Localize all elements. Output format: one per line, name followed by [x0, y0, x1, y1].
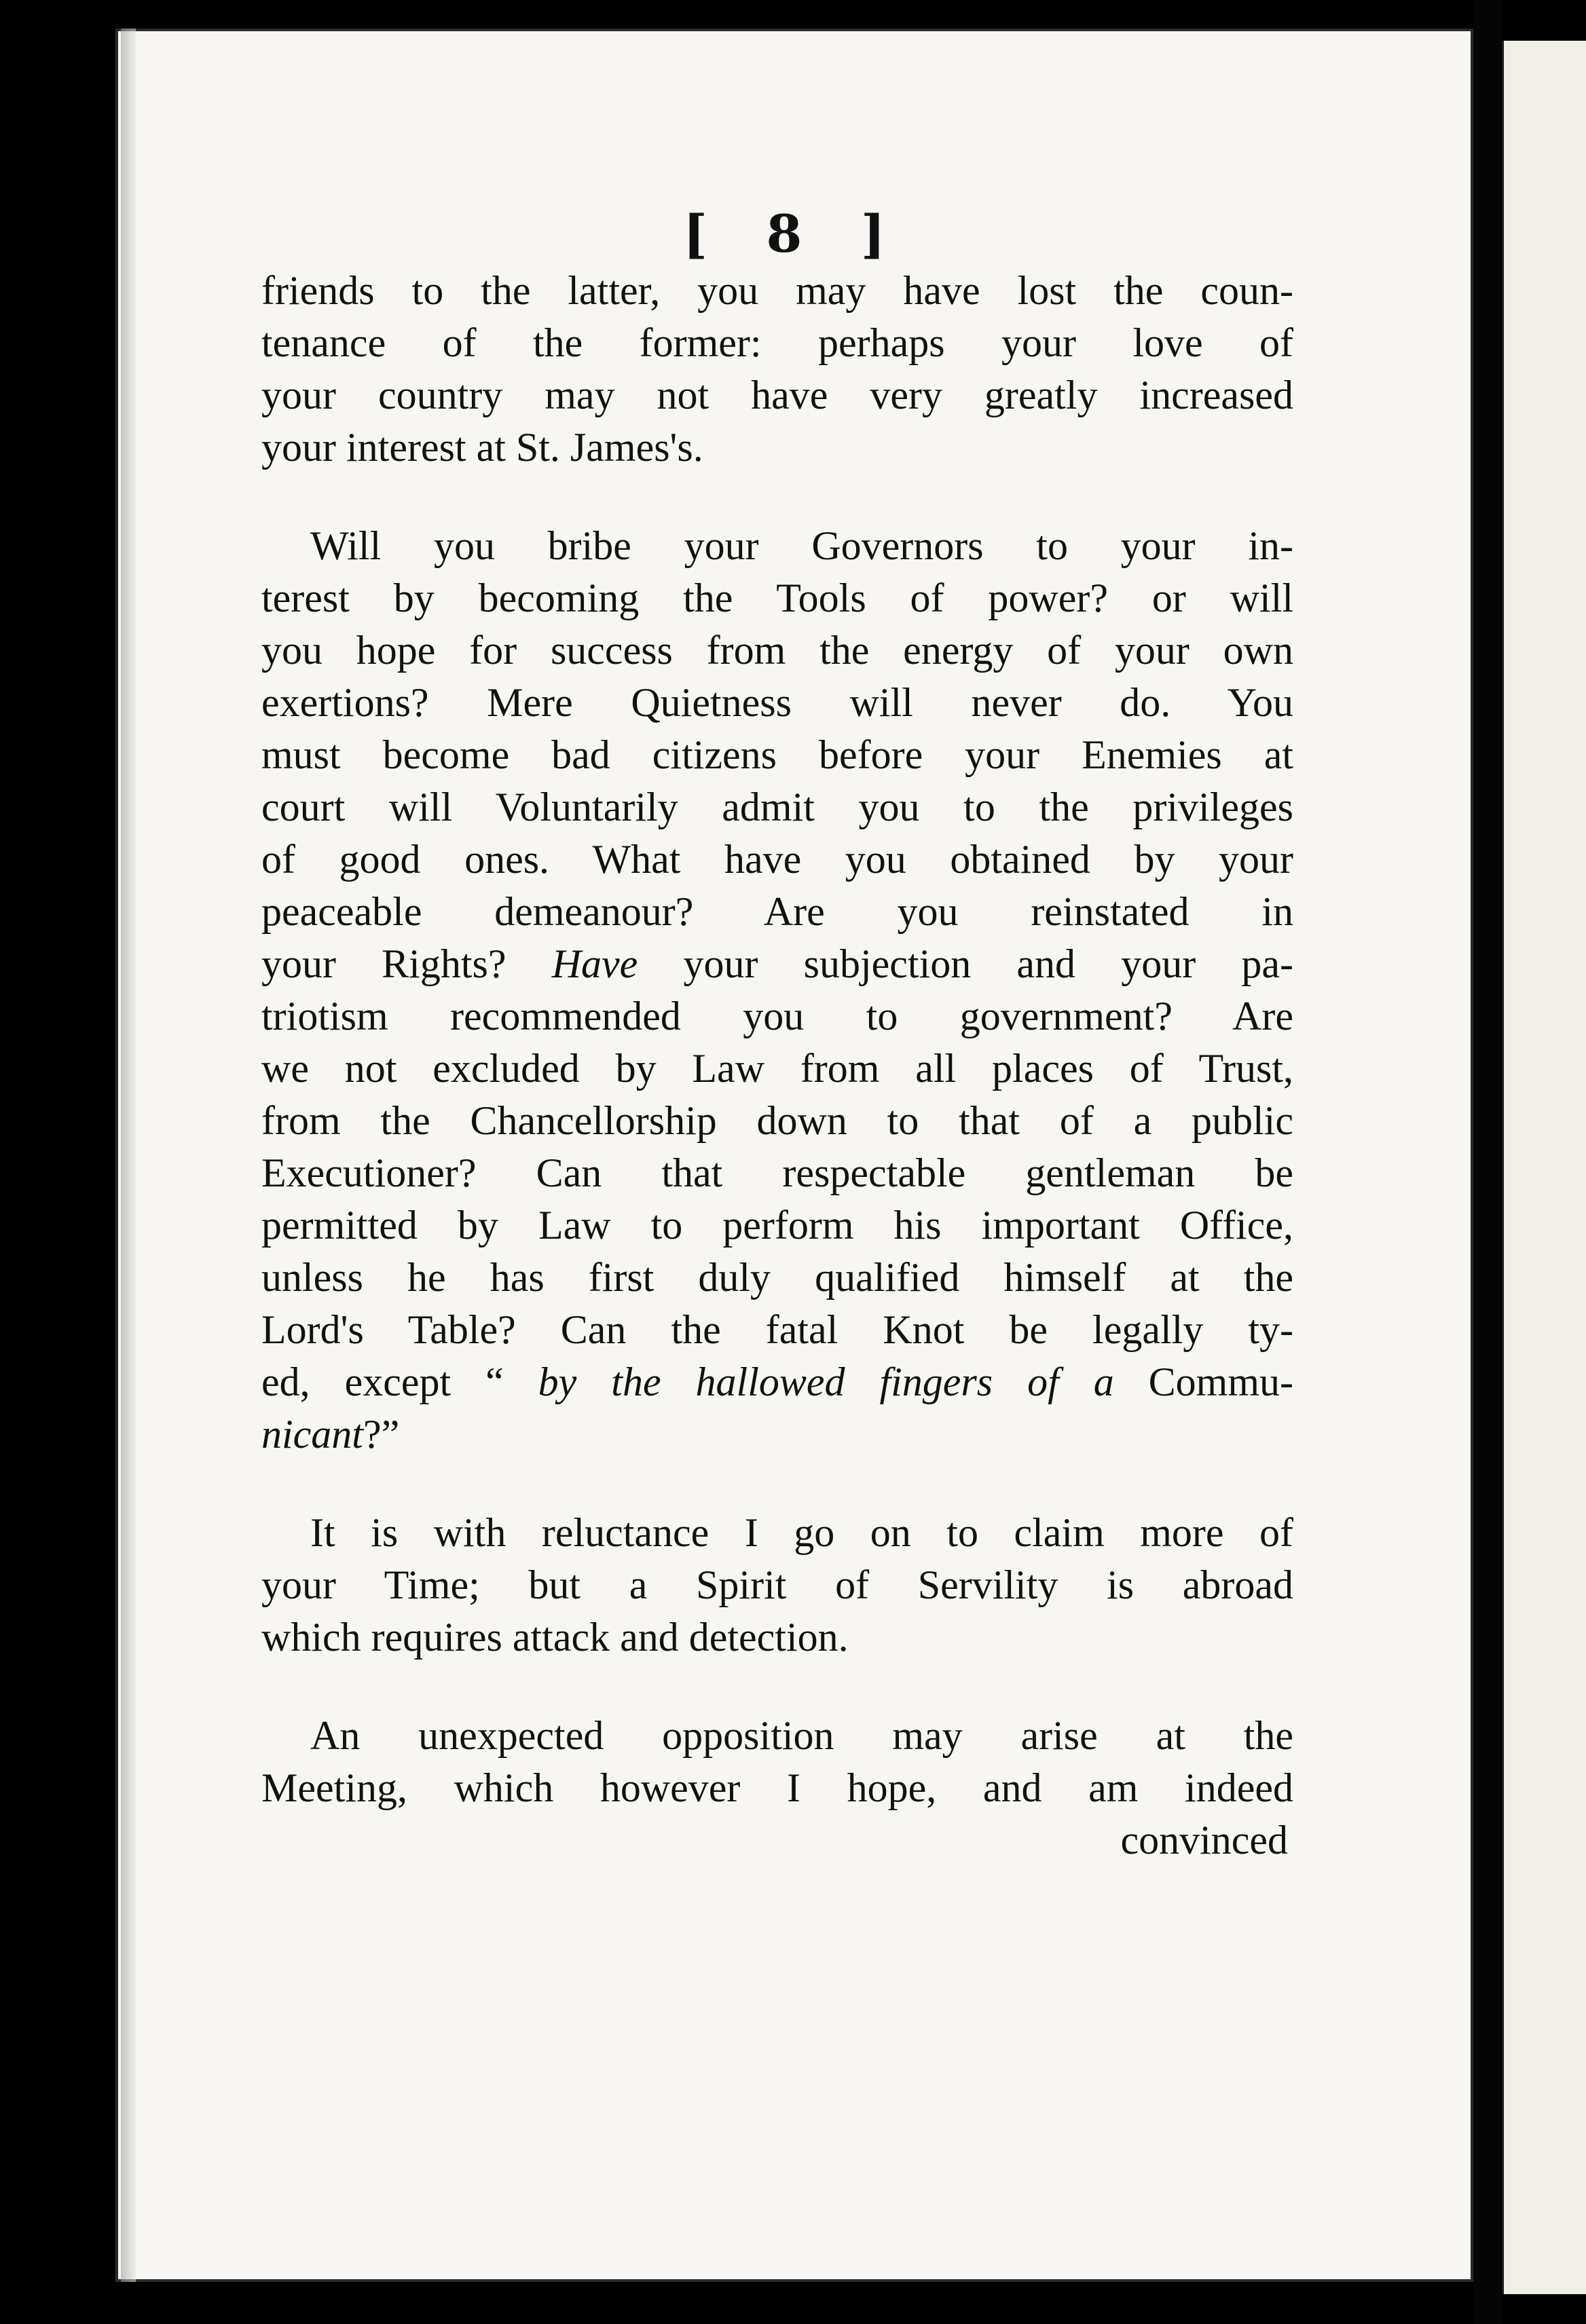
text-line: your Time; but a Spirit of Servility is abroad: [261, 1562, 1293, 1607]
page-number: [ 8 ]: [683, 204, 906, 264]
facing-page-edge: [1502, 41, 1586, 2294]
text-line: tenance of the former: perhaps your love of: [261, 320, 1293, 365]
text-run: ?”: [363, 1412, 400, 1457]
text-line: Meeting, which however I hope, and am indeed: [261, 1765, 1293, 1810]
text-line: of good ones. What have you obtained by your: [261, 837, 1293, 882]
text-line: [261, 938, 1293, 990]
italic-run: Have: [551, 941, 638, 986]
book-gutter: [1473, 0, 1502, 2324]
italic-run: by the hallowed fingers of a: [503, 1360, 1149, 1404]
text-line: triotism recommended you to government? Are: [261, 994, 1293, 1038]
text-run: Commu-: [1148, 1360, 1293, 1404]
text-line: exertions? Mere Quietness will never do. You: [261, 680, 1293, 725]
text-line: your interest at St. James's.: [261, 425, 703, 470]
text-line: unless he has first duly qualified himself at the: [261, 1255, 1293, 1300]
text-line: It is with reluctance I go on to claim more of: [310, 1510, 1293, 1555]
text-run: your Rights?: [261, 941, 552, 986]
text-line: we not excluded by Law from all places of Trust,: [261, 1046, 1293, 1091]
text-line: court will Voluntarily admit you to the privileges: [261, 785, 1293, 829]
text-line: terest by becoming the Tools of power? or will: [261, 576, 1293, 620]
paragraph-3: [261, 1507, 1293, 1664]
text-line: Will you bribe your Governors to your in-: [310, 523, 1293, 568]
paragraph-1: [261, 265, 1293, 474]
italic-run: nicant: [261, 1412, 363, 1457]
text-line: you hope for success from the energy of your own: [261, 628, 1293, 673]
text-line: friends to the latter, you may have lost the coun-: [261, 268, 1293, 313]
text-line: permitted by Law to perform his important Office,: [261, 1203, 1293, 1248]
text-line: peaceable demeanour? Are you reinstated in: [261, 889, 1293, 934]
text-run: ed, except “: [261, 1360, 504, 1404]
text-run: your subjection and your pa-: [638, 941, 1293, 986]
page-body-text: [261, 265, 1293, 1867]
text-line: [261, 1356, 1293, 1408]
paragraph-2: [261, 520, 1293, 1461]
text-line: from the Chancellorship down to that of a public: [261, 1098, 1293, 1143]
text-line: must become bad citizens before your Enemies at: [261, 732, 1293, 777]
text-line: Lord's Table? Can the fatal Knot be legally ty-: [261, 1307, 1293, 1352]
paragraph-4: [261, 1710, 1293, 1867]
text-line: your country may not have very greatly increased: [261, 373, 1293, 417]
text-line: [261, 1408, 1293, 1461]
text-line: Executioner? Can that respectable gentleman be: [261, 1150, 1293, 1195]
text-line: An unexpected opposition may arise at the: [310, 1713, 1293, 1758]
text-line: which requires attack and detection.: [261, 1615, 849, 1660]
catchword: convinced: [1120, 1818, 1288, 1862]
